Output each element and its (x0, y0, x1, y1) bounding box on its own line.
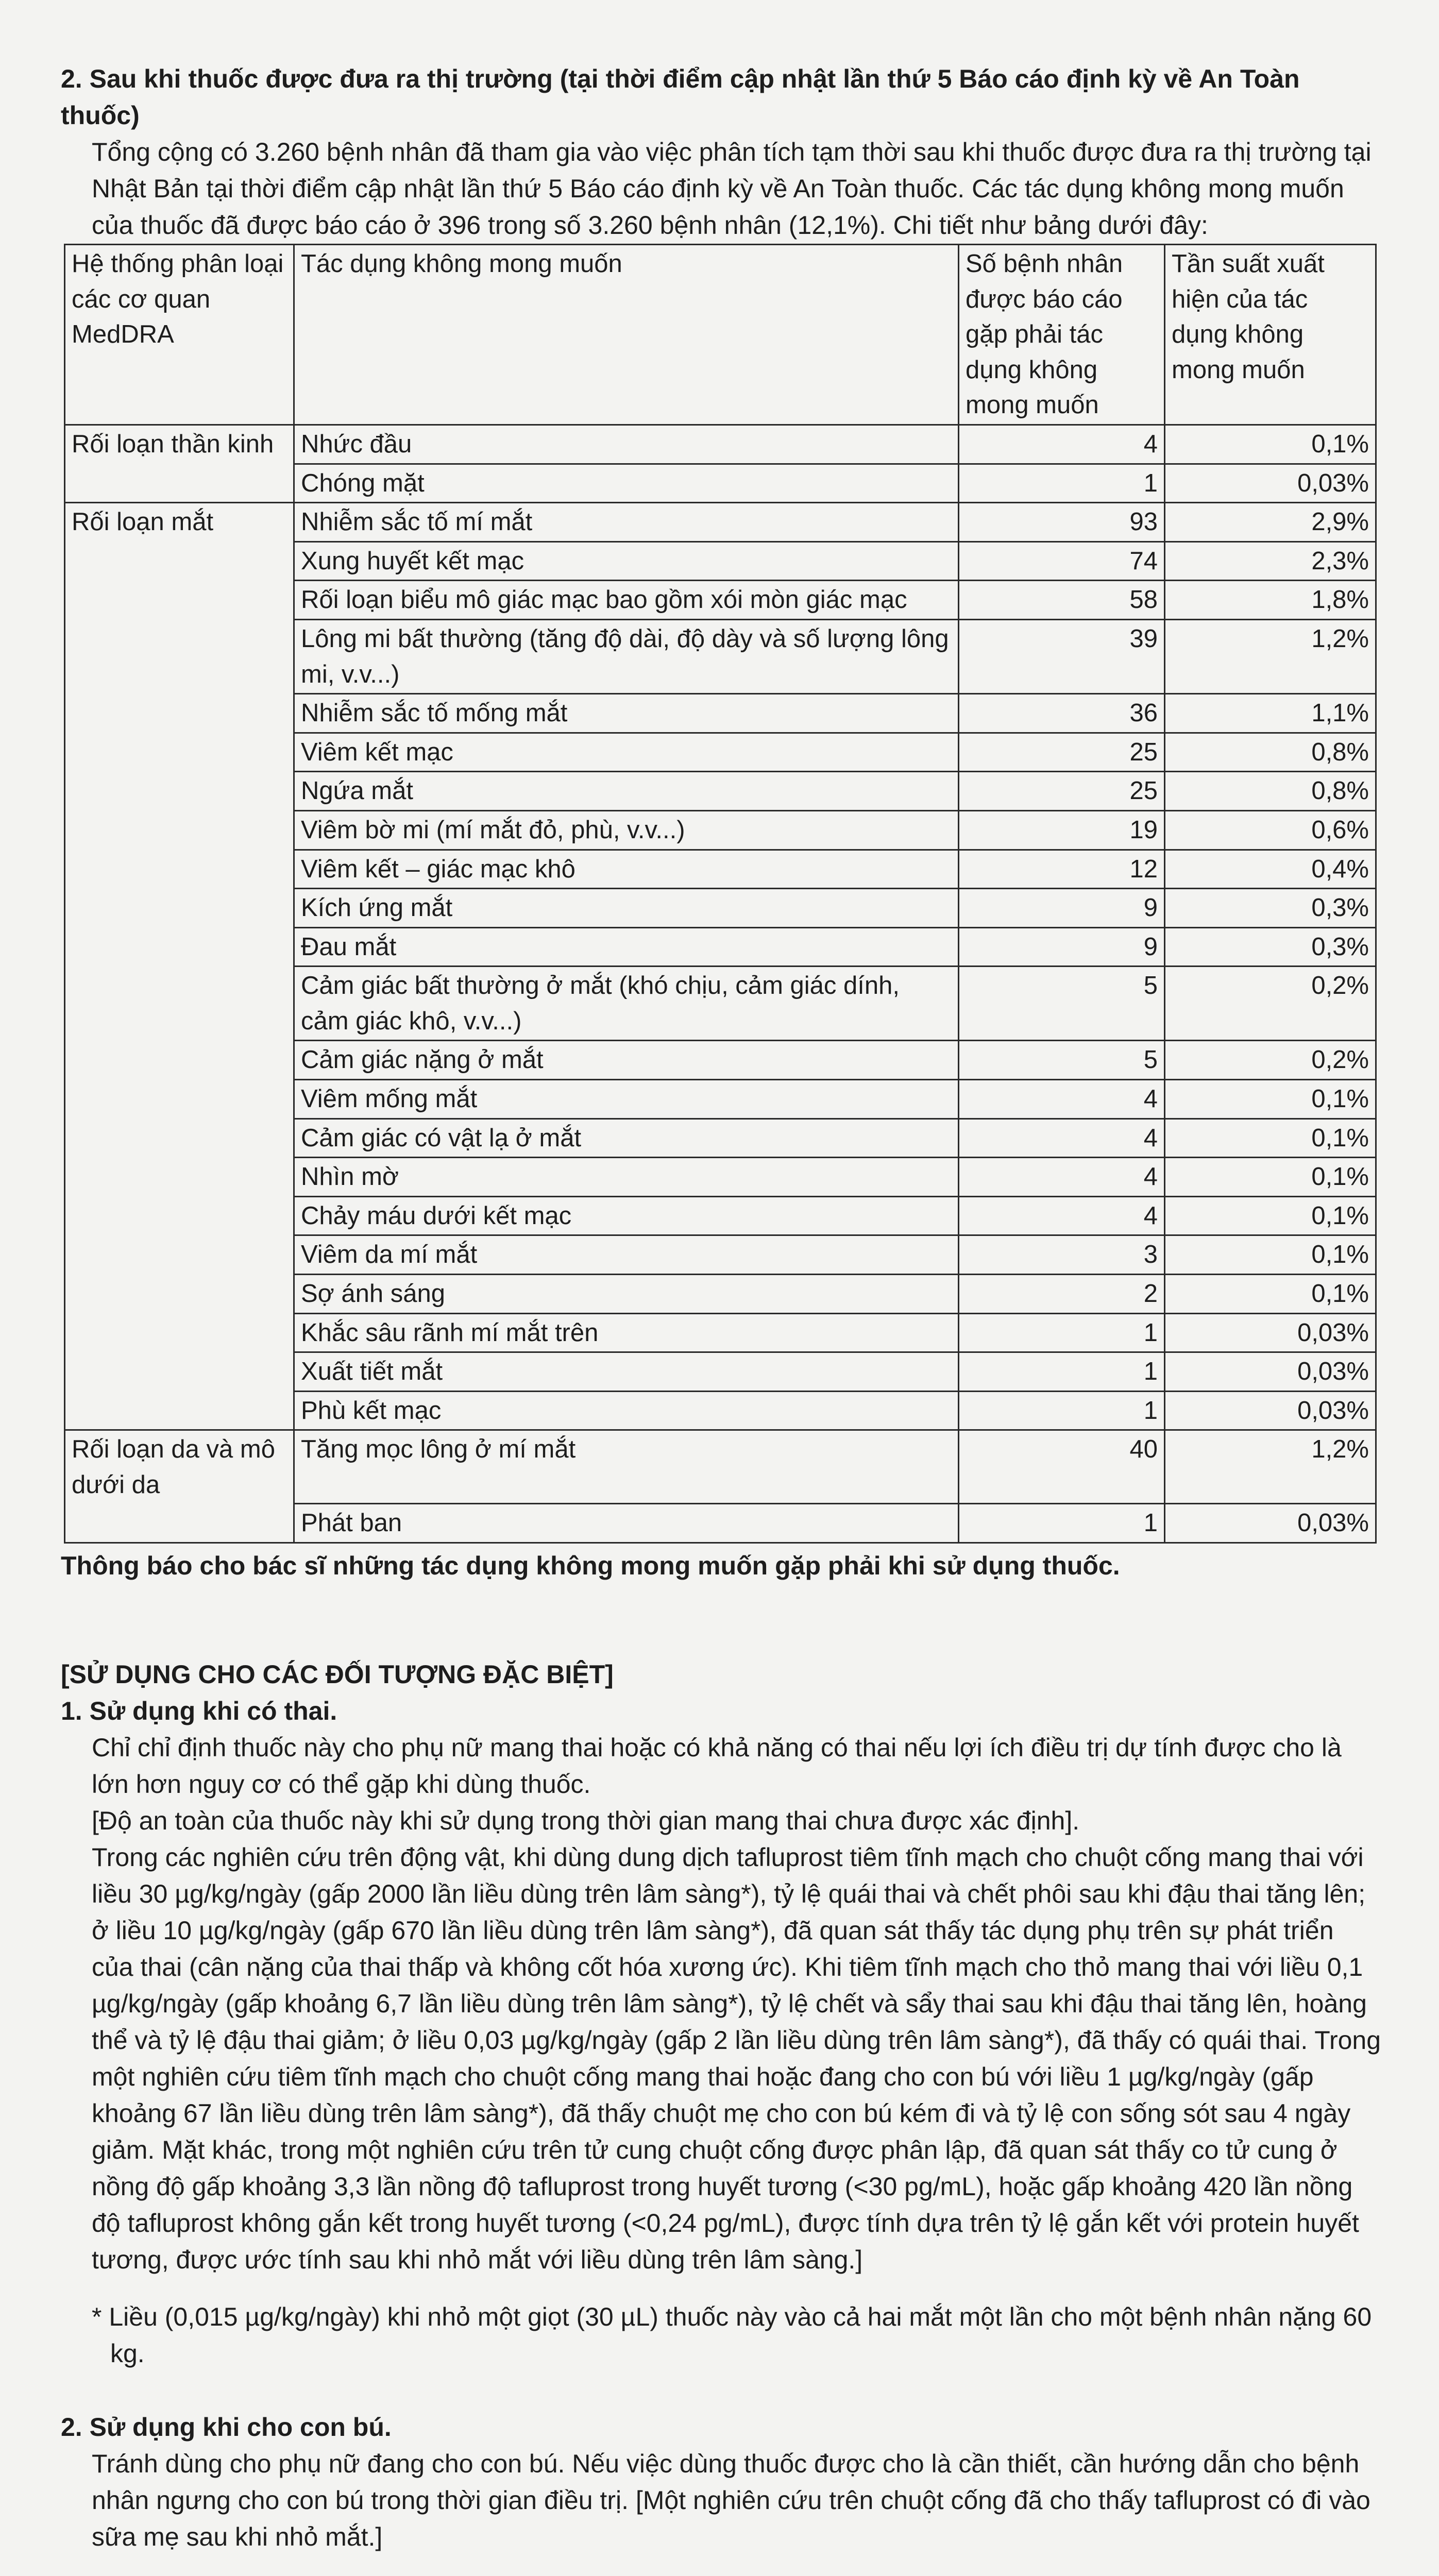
table-row (65, 1391, 1376, 1430)
header-frequency: Tần suất xuất hiện của tác dụng không mong muốn (1165, 245, 1376, 425)
organ-class-cell (65, 581, 294, 620)
table-row (65, 581, 1376, 620)
adverse-effect-cell: Nhìn mờ (294, 1158, 959, 1197)
section-heading-postmarketing: 2. Sau khi thuốc được đưa ra thị trường (tại thời điểm cập nhật lần thứ 5 Báo cáo định kỳ về An Toàn thuốc) (61, 64, 1300, 130)
adverse-effect-cell: Phát ban (294, 1504, 959, 1543)
organ-class-cell: Rối loạn da và mô dưới da (65, 1430, 294, 1504)
table-body (65, 425, 1376, 1543)
patient-count-cell: 4 (959, 1158, 1165, 1197)
table-row (65, 1504, 1376, 1543)
pregnancy-footnote: * Liều (0,015 µg/kg/ngày) khi nhỏ một giọt (30 µL) thuốc này vào cả hai mắt một lần cho một bệnh nhân nặng 60 kg. (92, 2302, 1372, 2368)
organ-class-cell (65, 1080, 294, 1119)
header-adverse-effect: Tác dụng không mong muốn (294, 245, 959, 425)
organ-class-cell (65, 889, 294, 928)
table-row (65, 503, 1376, 542)
pregnancy-title: 1. Sử dụng khi có thai. (61, 1696, 337, 1725)
table-row (65, 1158, 1376, 1197)
table-row (65, 1430, 1376, 1504)
table-row (65, 425, 1376, 464)
patient-count-cell: 12 (959, 850, 1165, 889)
adverse-effect-cell: Nhức đầu (294, 425, 959, 464)
patient-count-cell: 5 (959, 1041, 1165, 1080)
frequency-cell: 0,4% (1165, 850, 1376, 889)
patient-count-cell: 1 (959, 1352, 1165, 1392)
table-row (65, 967, 1376, 1041)
special-populations-heading: [SỬ DỤNG CHO CÁC ĐỐI TƯỢNG ĐẶC BIỆT] (61, 1659, 614, 1689)
table-row (65, 619, 1376, 693)
patient-count-cell: 25 (959, 733, 1165, 772)
patient-count-cell: 4 (959, 1118, 1165, 1158)
patient-count-cell: 74 (959, 541, 1165, 581)
section-intro: Tổng cộng có 3.260 bệnh nhân đã tham gia vào việc phân tích tạm thời sau khi thuốc được đưa ra thị trường tại Nhật Bản tại thời điểm cập nhật lần thứ 5 Báo cáo định kỳ về An Toàn thuốc. Các tác dụng không mong muốn của thuốc đã được báo cáo ở 396 trong số 3.260 bệnh nhân (12,1%). Chi tiết như bảng dưới đây: (92, 138, 1372, 240)
organ-class-cell (65, 619, 294, 693)
frequency-cell: 0,3% (1165, 927, 1376, 967)
table-row (65, 1118, 1376, 1158)
adverse-effect-cell: Kích ứng mắt (294, 889, 959, 928)
organ-class-cell (65, 1352, 294, 1392)
organ-class-cell: Rối loạn thần kinh (65, 425, 294, 464)
adverse-effect-cell: Xuất tiết mắt (294, 1352, 959, 1392)
pregnancy-text-2: [Độ an toàn của thuốc này khi sử dụng trong thời gian mang thai chưa được xác định]. (92, 1806, 1080, 1835)
frequency-cell: 0,1% (1165, 1158, 1376, 1197)
adverse-effect-cell: Ngứa mắt (294, 772, 959, 811)
organ-class-cell (65, 1504, 294, 1543)
organ-class-cell (65, 927, 294, 967)
adverse-effect-cell: Xung huyết kết mạc (294, 541, 959, 581)
header-patient-count: Số bệnh nhân được báo cáo gặp phải tác dụng không mong muốn (959, 245, 1165, 425)
organ-class-cell (65, 1041, 294, 1080)
pregnancy-text-1: Chỉ chỉ định thuốc này cho phụ nữ mang thai hoặc có khả năng có thai nếu lợi ích điều trị dự tính được cho là lớn hơn nguy cơ có thể gặp khi dùng thuốc. (92, 1733, 1342, 1799)
organ-class-cell (65, 1313, 294, 1352)
adverse-effect-cell: Phù kết mạc (294, 1391, 959, 1430)
adverse-effect-cell: Rối loạn biểu mô giác mạc bao gồm xói mòn giác mạc (294, 581, 959, 620)
adverse-effect-cell: Chảy máu dưới kết mạc (294, 1196, 959, 1235)
organ-class-cell (65, 850, 294, 889)
frequency-cell: 0,1% (1165, 1196, 1376, 1235)
frequency-cell: 0,1% (1165, 1275, 1376, 1314)
frequency-cell: 0,1% (1165, 1235, 1376, 1275)
frequency-cell: 2,3% (1165, 541, 1376, 581)
frequency-cell: 0,6% (1165, 810, 1376, 850)
adverse-effect-cell: Cảm giác có vật lạ ở mắt (294, 1118, 959, 1158)
table-row (65, 1313, 1376, 1352)
adverse-effect-cell: Viêm kết mạc (294, 733, 959, 772)
frequency-cell: 0,03% (1165, 1313, 1376, 1352)
table-row (65, 1196, 1376, 1235)
table-row (65, 694, 1376, 733)
table-row (65, 810, 1376, 850)
adverse-effect-cell: Nhiễm sắc tố mống mắt (294, 694, 959, 733)
frequency-cell: 1,8% (1165, 581, 1376, 620)
frequency-cell: 1,1% (1165, 694, 1376, 733)
table-row (65, 541, 1376, 581)
adverse-effect-cell: Đau mắt (294, 927, 959, 967)
frequency-cell: 1,2% (1165, 1430, 1376, 1504)
table-row (65, 1041, 1376, 1080)
header-organ-class: Hệ thống phân loại các cơ quan MedDRA (65, 245, 294, 425)
adverse-effect-cell: Nhiễm sắc tố mí mắt (294, 503, 959, 542)
adverse-effect-cell: Cảm giác nặng ở mắt (294, 1041, 959, 1080)
frequency-cell: 0,8% (1165, 733, 1376, 772)
organ-class-cell (65, 1196, 294, 1235)
patient-count-cell: 1 (959, 1504, 1165, 1543)
patient-count-cell: 9 (959, 927, 1165, 967)
frequency-cell: 0,2% (1165, 967, 1376, 1041)
table-row (65, 772, 1376, 811)
adverse-effect-cell: Cảm giác bất thường ở mắt (khó chịu, cảm giác dính, cảm giác khô, v.v...) (294, 967, 959, 1041)
pregnancy-text-3: Trong các nghiên cứu trên động vật, khi dùng dung dịch tafluprost tiêm tĩnh mạch cho chuột cống mang thai với liều 30 µg/kg/ngày (gấp 2000 lần liều dùng trên lâm sàng*), tỷ lệ quái thai và chết phôi sau khi đậu thai tăng lên; ở liều 10 µg/kg/ngày (gấp 670 lần liều dùng trên lâm sàng*), đã quan sát thấy tác dụng phụ trên sự phát triển của thai (cân nặng của thai thấp và không cốt hóa xương ức). Khi tiêm tĩnh mạch cho thỏ mang thai với liều 0,1 µg/kg/ngày (gấp khoảng 6,7 lần liều dùng trên lâm sàng*), tỷ lệ chết và sẩy thai sau khi đậu thai tăng lên, hoàng thể và tỷ lệ đậu thai giảm; ở liều 0,03 µg/kg/ngày (gấp 2 lần liều dùng trên lâm sàng*), đã thấy có quái thai. Trong một nghiên cứu tiêm tĩnh mạch cho chuột cống mang thai hoặc đang cho con bú với liều 1 µg/kg/ngày (gấp khoảng 67 lần liều dùng trên lâm sàng*), đã thấy chuột mẹ cho con bú kém đi và tỷ lệ con sống sót sau 4 ngày giảm. Mặt khác, trong một nghiên cứu trên tử cung chuột cống được phân lập, đã quan sát thấy co tử cung ở nồng độ gấp khoảng 3,3 lần nồng độ tafluprost trong huyết tương (<30 pg/mL), hoặc gấp khoảng 420 lần nồng độ tafluprost không gắn kết trong huyết tương (<0,24 pg/mL), được tính dựa trên tỷ lệ gắn kết với protein huyết tương, được ước tính sau khi nhỏ mắt với liều dùng trên lâm sàng.] (92, 1842, 1381, 2274)
table-row (65, 850, 1376, 889)
organ-class-cell (65, 1235, 294, 1275)
frequency-cell: 0,03% (1165, 1504, 1376, 1543)
patient-count-cell: 39 (959, 619, 1165, 693)
organ-class-cell (65, 1118, 294, 1158)
adverse-effect-cell: Viêm da mí mắt (294, 1235, 959, 1275)
patient-count-cell: 36 (959, 694, 1165, 733)
breastfeeding-title: 2. Sử dụng khi cho con bú. (61, 2412, 392, 2442)
organ-class-cell (65, 1275, 294, 1314)
table-header-row (65, 245, 1376, 425)
table-note: Thông báo cho bác sĩ những tác dụng không mong muốn gặp phải khi sử dụng thuốc. (61, 1551, 1120, 1580)
adverse-effect-cell: Lông mi bất thường (tăng độ dài, độ dày và số lượng lông mi, v.v...) (294, 619, 959, 693)
patient-count-cell: 1 (959, 1313, 1165, 1352)
table-row (65, 1352, 1376, 1392)
frequency-cell: 0,03% (1165, 1352, 1376, 1392)
organ-class-cell (65, 810, 294, 850)
patient-count-cell: 5 (959, 967, 1165, 1041)
frequency-cell: 0,1% (1165, 1080, 1376, 1119)
adverse-effect-cell: Viêm kết – giác mạc khô (294, 850, 959, 889)
organ-class-cell: Rối loạn mắt (65, 503, 294, 542)
patient-count-cell: 4 (959, 1080, 1165, 1119)
frequency-cell: 0,03% (1165, 1391, 1376, 1430)
table-row (65, 889, 1376, 928)
patient-count-cell: 93 (959, 503, 1165, 542)
adverse-effect-cell: Viêm bờ mi (mí mắt đỏ, phù, v.v...) (294, 810, 959, 850)
frequency-cell: 0,8% (1165, 772, 1376, 811)
organ-class-cell (65, 541, 294, 581)
breastfeeding-text: Tránh dùng cho phụ nữ đang cho con bú. Nếu việc dùng thuốc được cho là cần thiết, cần hướng dẫn cho bệnh nhân ngưng cho con bú trong thời gian điều trị. [Một nghiên cứu trên chuột cống đã cho thấy tafluprost có đi vào sữa mẹ sau khi nhỏ mắt.] (92, 2449, 1370, 2551)
patient-count-cell: 19 (959, 810, 1165, 850)
patient-count-cell: 40 (959, 1430, 1165, 1504)
frequency-cell: 0,1% (1165, 425, 1376, 464)
patient-count-cell: 4 (959, 1196, 1165, 1235)
table-row (65, 464, 1376, 503)
patient-count-cell: 9 (959, 889, 1165, 928)
table-row (65, 1235, 1376, 1275)
table-row (65, 927, 1376, 967)
organ-class-cell (65, 1391, 294, 1430)
adverse-effect-cell: Tăng mọc lông ở mí mắt (294, 1430, 959, 1504)
patient-count-cell: 25 (959, 772, 1165, 811)
organ-class-cell (65, 733, 294, 772)
frequency-cell: 0,1% (1165, 1118, 1376, 1158)
adverse-effect-cell: Chóng mặt (294, 464, 959, 503)
patient-count-cell: 58 (959, 581, 1165, 620)
frequency-cell: 0,03% (1165, 464, 1376, 503)
patient-count-cell: 3 (959, 1235, 1165, 1275)
patient-count-cell: 1 (959, 464, 1165, 503)
adverse-effects-table (64, 244, 1377, 1544)
frequency-cell: 0,3% (1165, 889, 1376, 928)
table-row (65, 1080, 1376, 1119)
table-row (65, 1275, 1376, 1314)
patient-count-cell: 4 (959, 425, 1165, 464)
patient-count-cell: 1 (959, 1391, 1165, 1430)
frequency-cell: 2,9% (1165, 503, 1376, 542)
adverse-effect-cell: Viêm mống mắt (294, 1080, 959, 1119)
frequency-cell: 0,2% (1165, 1041, 1376, 1080)
organ-class-cell (65, 464, 294, 503)
organ-class-cell (65, 967, 294, 1041)
organ-class-cell (65, 694, 294, 733)
organ-class-cell (65, 1158, 294, 1197)
table-row (65, 733, 1376, 772)
adverse-effect-cell: Sợ ánh sáng (294, 1275, 959, 1314)
adverse-effect-cell: Khắc sâu rãnh mí mắt trên (294, 1313, 959, 1352)
organ-class-cell (65, 772, 294, 811)
frequency-cell: 1,2% (1165, 619, 1376, 693)
patient-count-cell: 2 (959, 1275, 1165, 1314)
